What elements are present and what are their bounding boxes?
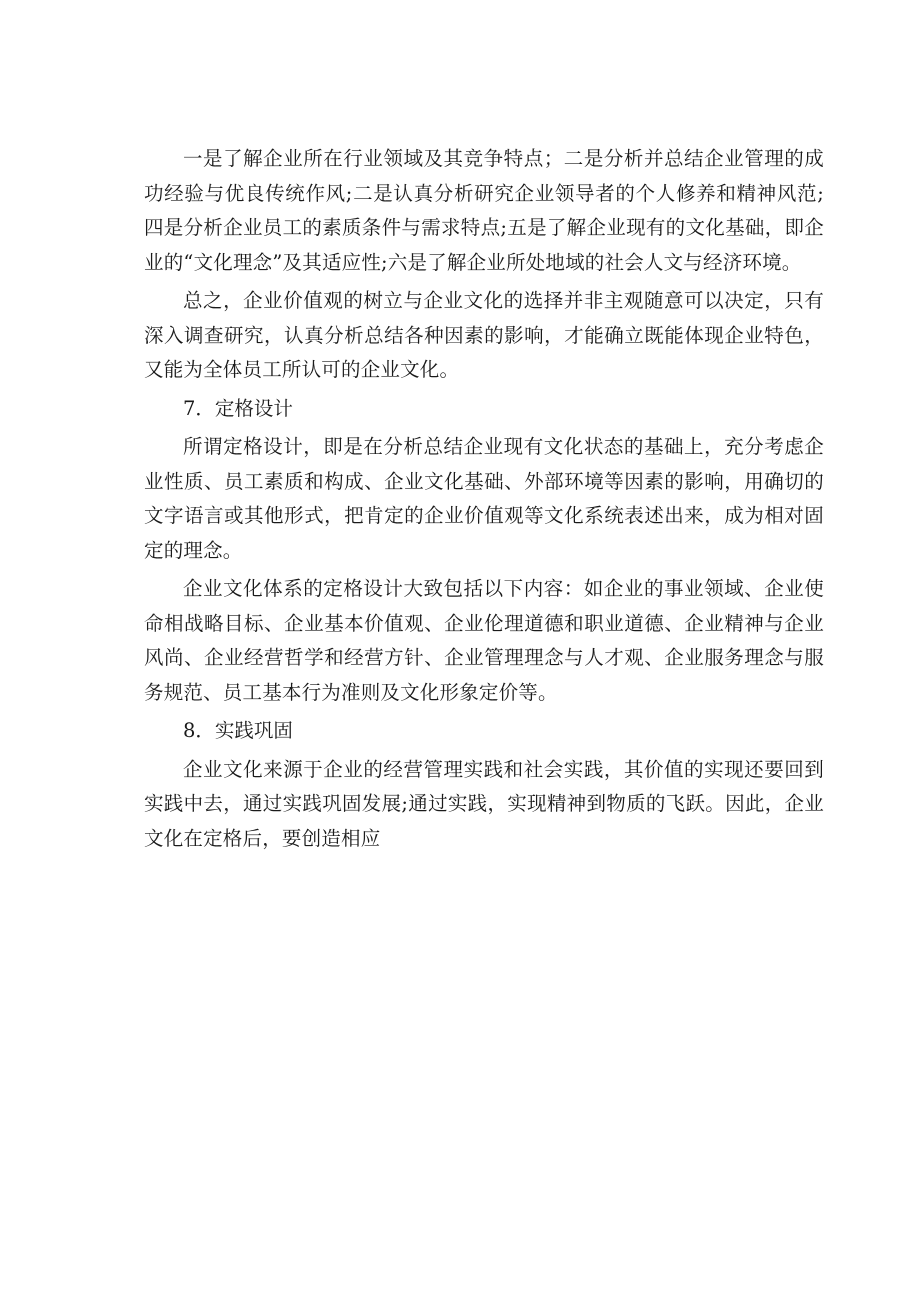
paragraph-design-definition: 所谓定格设计，即是在分析总结企业现有文化状态的基础上，充分考虑企业性质、员工素质和构成、企业文化基础、外部环境等因素的影响，用确切的文字语言或其他形式，把肯定的企业价值观等文化系统表述出来，成为相对固定的理念。 [144, 435, 824, 562]
paragraph-design-contents: 企业文化体系的定格设计大致包括以下内容：如企业的事业领域、企业使命相战略目标、企业基本价值观、企业伦理道德和职业道德、企业精神与企业风尚、企业经营哲学和经营方针、企业管理理念与人才观、企业服务理念与服务规范、员工基本行为准则及文化形象定价等。 [144, 577, 824, 704]
section-heading-7: 7．定格设计 [183, 396, 293, 420]
section-heading-8: 8．实践巩固 [183, 719, 293, 742]
document-body [144, 142, 824, 860]
paragraph-analysis-items: 一是了解企业所在行业领域及其竞争特点；二是分析并总结企业管理的成功经验与优良传统作风;二是认真分析研究企业领导者的个人修养和精神风范;四是分析企业员工的素质条件与需求特点;五是了解企业现有的文化基础，即企业的“文化理念”及其适应性;六是了解企业所处地域的社会人文与经济环境。 [144, 147, 824, 274]
paragraph-summary: 总之，企业价值观的树立与企业文化的选择并非主观随意可以决定，只有深入调查研究，认真分析总结各种因素的影响，才能确立既能体现企业特色，又能为全体员工所认可的企业文化。 [144, 289, 824, 381]
paragraph-practice: 企业文化来源于企业的经营管理实践和社会实践，其价值的实现还要回到实践中去，通过实践巩固发展;通过实践，实现精神到物质的飞跃。因此，企业文化在定格后，要创造相应 [144, 757, 824, 850]
